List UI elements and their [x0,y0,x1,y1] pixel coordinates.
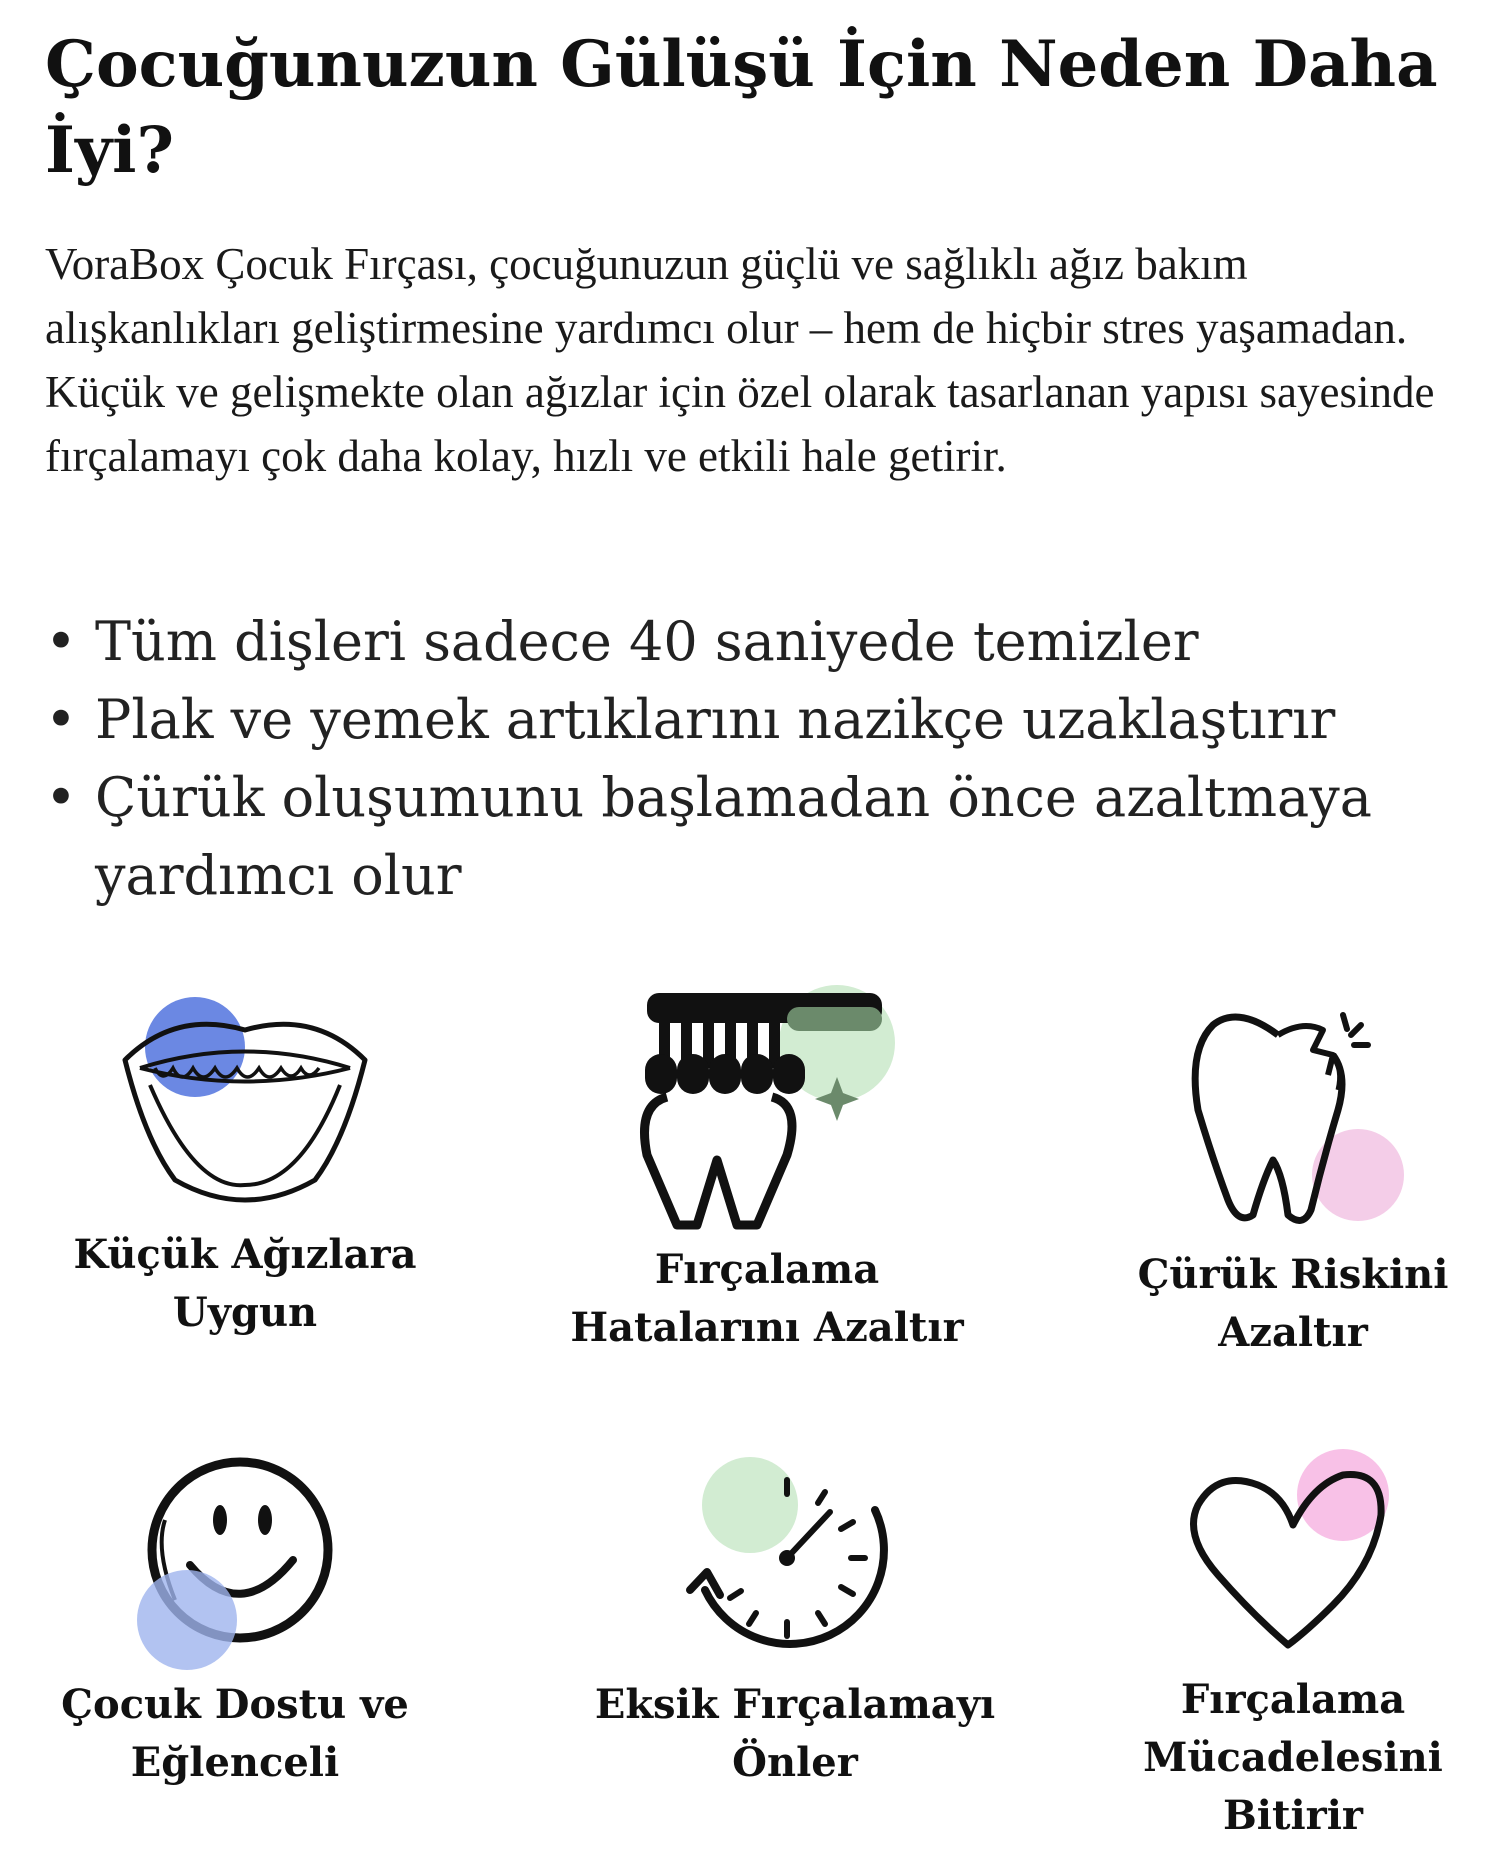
feature-label: Fırçalama Mücadelesini Bitirir [1143,1676,1443,1839]
feature-label: Eksik Fırçalamayı Önler [594,1681,996,1786]
feature-kid-friendly [25,1440,445,1792]
intro-paragraph: VoraBox Çocuk Fırçası, çocuğunuzun güçlü ve sağlıklı ağız bakım alışkanlıkları geliştirmesine yardımcı olur – hem de hiçbir stres yaşamadan. Küçük ve gelişmekte olan ağızlar için özel olarak tasarlanan yapısı sayesinde fırçalamayı çok daha kolay, hızlı ve etkili hale getirir. [45,239,1435,481]
benefit-item: • Plak ve yemek artıklarını nazikçe uzaklaştırır [45,681,1475,759]
heart-icon [1183,1445,1403,1665]
feature-small-mouths [35,990,455,1342]
feature-label: Çürük Riskini Azaltır [1137,1251,1449,1356]
benefit-item: • Çürük oluşumunu başlamadan önce azaltmaya yardımcı olur [45,759,1475,915]
bullet-icon: • [45,610,77,673]
feature-reduces-decay [1083,1000,1500,1362]
bullet-icon: • [45,766,77,829]
feature-reduces-mistakes [557,985,977,1357]
feature-prevents-missed [585,1440,1005,1792]
benefit-item: • Tüm dişleri sadece 40 saniyede temizler [45,603,1475,681]
timer-clock-icon [675,1440,915,1670]
bullet-icon: • [45,688,77,751]
feature-label: Çocuk Dostu ve Eğlenceli [61,1681,409,1786]
feature-label: Fırçalama Hatalarını Azaltır [570,1246,964,1351]
toothbrush-tooth-icon [637,985,897,1235]
smiley-face-icon [115,1440,355,1670]
feature-ends-struggle [1083,1445,1500,1845]
smiling-mouth-icon [115,990,375,1220]
page-title: Çocuğunuzun Gülüşü İçin Neden Daha İyi? [45,27,1438,188]
feature-label: Küçük Ağızlara Uygun [73,1231,417,1336]
benefit-list [45,603,1475,915]
damaged-tooth-icon [1183,1000,1403,1240]
